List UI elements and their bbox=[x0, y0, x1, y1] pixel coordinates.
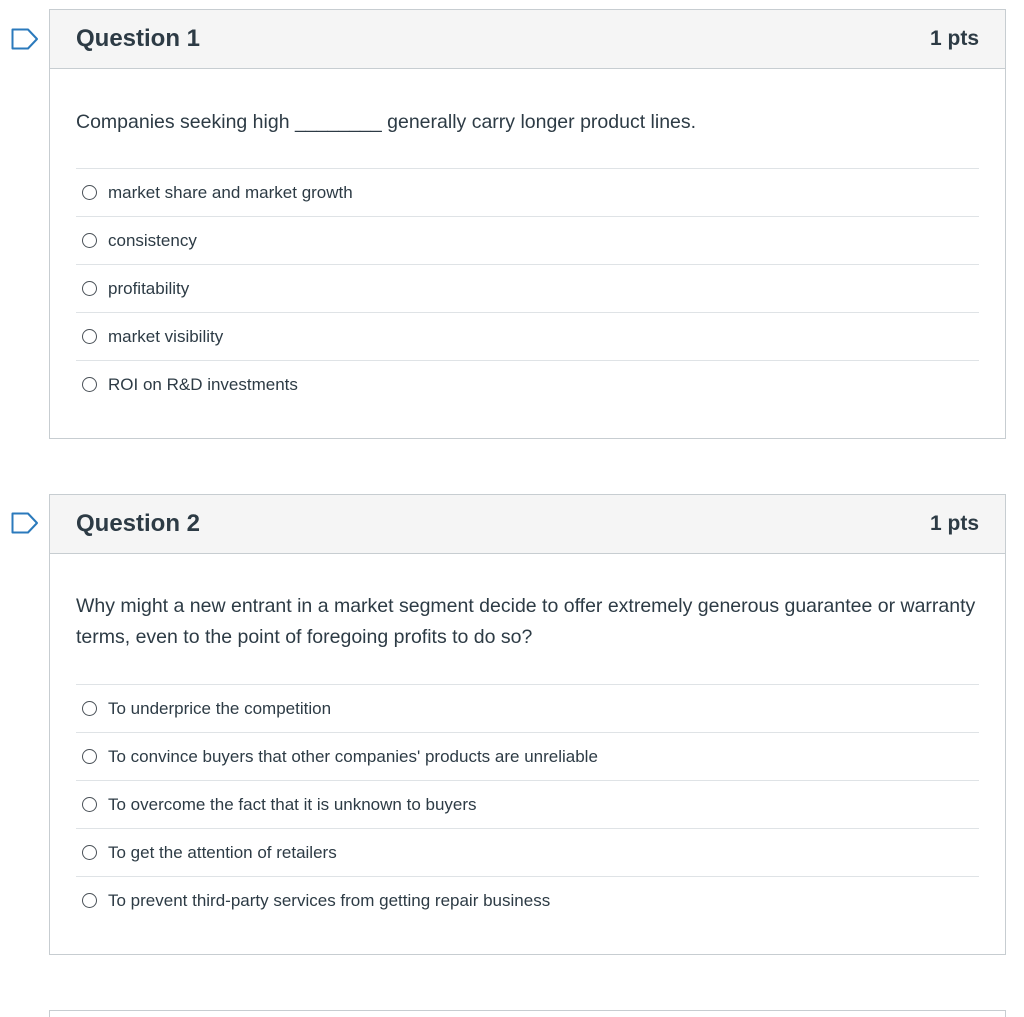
radio-button-icon[interactable] bbox=[82, 797, 97, 812]
answer-option[interactable] bbox=[76, 780, 979, 828]
answer-label: To prevent third-party services from getting repair business bbox=[108, 890, 551, 910]
question-title: Question 1 bbox=[76, 25, 201, 52]
answer-label: market visibility bbox=[108, 326, 224, 346]
question-text: Companies seeking high ________ generally carry longer product lines. bbox=[76, 111, 697, 133]
question-header bbox=[50, 10, 1005, 69]
question-2 bbox=[49, 494, 1006, 955]
answer-option[interactable] bbox=[76, 876, 979, 924]
answer-label: To overcome the fact that it is unknown to buyers bbox=[108, 794, 477, 814]
answer-label: ROI on R&D investments bbox=[108, 374, 298, 394]
answer-option[interactable] bbox=[76, 168, 979, 216]
answer-label: profitability bbox=[108, 278, 190, 298]
radio-button-icon[interactable] bbox=[82, 893, 97, 908]
question-points: 1 pts bbox=[929, 512, 979, 535]
answer-label: To convince buyers that other companies' products are unreliable bbox=[108, 746, 598, 766]
question-title: Question 2 bbox=[76, 510, 201, 537]
radio-button-icon[interactable] bbox=[82, 185, 97, 200]
answer-option[interactable] bbox=[76, 312, 979, 360]
answer-option[interactable] bbox=[76, 216, 979, 264]
answer-label: To underprice the competition bbox=[108, 698, 332, 718]
question-text: Why might a new entrant in a market segment decide to offer extremely generous guarantee or warranty terms, even to the point of foregoing profits to do so? bbox=[76, 595, 976, 648]
radio-button-icon[interactable] bbox=[82, 329, 97, 344]
flag-question-1-icon[interactable] bbox=[11, 28, 39, 50]
radio-button-icon[interactable] bbox=[82, 701, 97, 716]
answer-option[interactable] bbox=[76, 360, 979, 408]
radio-button-icon[interactable] bbox=[82, 845, 97, 860]
answer-label: To get the attention of retailers bbox=[108, 842, 337, 862]
question-body bbox=[50, 554, 1005, 924]
answer-label: market share and market growth bbox=[108, 182, 353, 202]
radio-button-icon[interactable] bbox=[82, 377, 97, 392]
question-1 bbox=[49, 9, 1006, 439]
answer-list bbox=[76, 168, 979, 408]
question-body bbox=[50, 69, 1005, 408]
radio-button-icon[interactable] bbox=[82, 281, 97, 296]
radio-button-icon[interactable] bbox=[82, 233, 97, 248]
answer-option[interactable] bbox=[76, 732, 979, 780]
answer-option[interactable] bbox=[76, 264, 979, 312]
question-3-partial bbox=[49, 1010, 1006, 1017]
answer-label: consistency bbox=[108, 230, 197, 250]
answer-list bbox=[76, 684, 979, 924]
question-header bbox=[50, 495, 1005, 554]
radio-button-icon[interactable] bbox=[82, 749, 97, 764]
question-points: 1 pts bbox=[929, 27, 979, 50]
answer-option[interactable] bbox=[76, 684, 979, 732]
answer-option[interactable] bbox=[76, 828, 979, 876]
flag-question-2-icon[interactable] bbox=[11, 512, 39, 534]
